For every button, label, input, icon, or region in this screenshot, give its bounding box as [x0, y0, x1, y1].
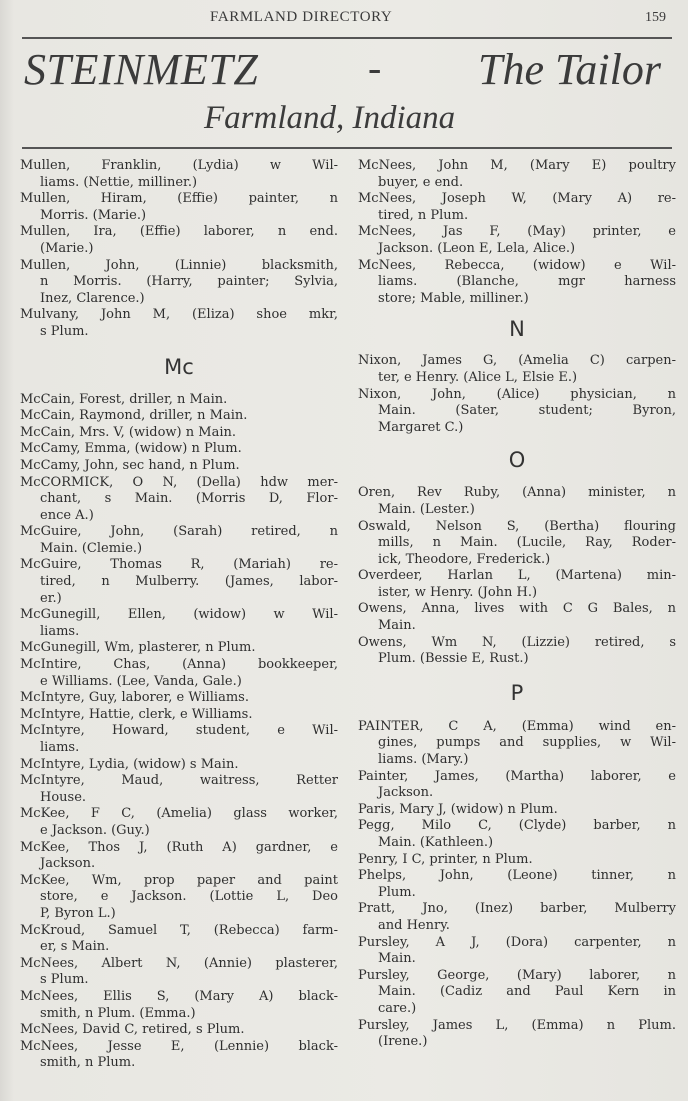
directory-entry: [358, 224, 676, 257]
entry-line: McGunegill, Ellen, (widow) w Wil-: [20, 607, 338, 623]
directory-entry: [358, 568, 676, 601]
directory-entry: [20, 307, 338, 340]
entry-line: McIntyre, Howard, student, e Wil-: [20, 723, 338, 739]
entry-line: mills, n Main. (Lucile, Ray, Roder-: [378, 535, 676, 551]
entry-line: gines, pumps and supplies, w Wil-: [378, 735, 676, 751]
directory-entry: [20, 258, 338, 308]
entry-line: ister, w Henry. (John H.): [378, 584, 538, 600]
entry-line: McIntyre, Lydia, (widow) s Main.: [20, 756, 239, 772]
directory-entry: [20, 640, 338, 657]
directory-entry: [20, 757, 338, 774]
entry-line: McIntyre, Guy, laborer, e Williams.: [20, 690, 249, 706]
entry-line: McKee, F C, (Amelia) glass worker,: [20, 806, 338, 822]
directory-entry: [20, 392, 338, 409]
directory-entry: [358, 818, 676, 851]
entry-line: liams. (Nettie, milliner.): [40, 174, 198, 190]
entry-line: and Henry.: [378, 917, 450, 933]
entry-line: ence A.): [40, 507, 94, 523]
entry-line: Jackson.: [378, 785, 434, 801]
entry-line: McCamy, Emma, (widow) n Plum.: [20, 441, 242, 457]
directory-entry: [358, 802, 676, 819]
entry-line: s Plum.: [40, 972, 89, 988]
entry-line: liams. (Mary.): [378, 752, 469, 768]
directory-entry: [20, 224, 338, 257]
entry-line: store; Mable, milliner.): [378, 290, 529, 306]
directory-entry: [20, 657, 338, 690]
entry-line: Plum. (Bessie E, Rust.): [378, 651, 529, 667]
entry-line: Nixon, James G, (Amelia C) carpen-: [358, 353, 676, 369]
right-column: [358, 158, 676, 1051]
directory-entry: [20, 408, 338, 425]
entry-line: n Morris. (Harry, painter; Sylvia,: [40, 274, 338, 290]
entry-line: smith, n Plum. (Emma.): [40, 1005, 196, 1021]
entries-o: [358, 485, 676, 668]
entry-line: tired, n Plum.: [378, 207, 469, 223]
directory-entry: [358, 485, 676, 518]
entry-line: store, e Jackson. (Lottie L, Deo: [40, 889, 338, 905]
entries-mcnees: [358, 158, 676, 307]
directory-entry: [358, 387, 676, 437]
directory-entry: [20, 690, 338, 707]
directory-entry: [20, 1022, 338, 1039]
entry-line: McGuire, Thomas R, (Mariah) re-: [20, 557, 338, 573]
directory-entry: [358, 935, 676, 968]
entry-line: liams.: [40, 740, 80, 755]
entry-line: Owens, Anna, lives with C G Bales, n: [358, 601, 676, 617]
entry-line: Mulvany, John M, (Eliza) shoe mkr,: [20, 307, 338, 323]
entry-line: House.: [40, 789, 87, 805]
entry-line: Mullen, Hiram, (Effie) painter, n: [20, 191, 338, 207]
entry-line: P, Byron L.): [40, 905, 116, 921]
entry-line: Main.: [378, 951, 416, 967]
directory-entry: [20, 840, 338, 873]
directory-entry: [358, 769, 676, 802]
entry-line: buyer, e end.: [378, 174, 464, 190]
directory-entry: [20, 873, 338, 923]
entry-line: McNees, Joseph W, (Mary A) re-: [358, 191, 676, 207]
directory-entry: [20, 707, 338, 724]
entry-line: Main.: [378, 618, 416, 634]
directory-entry: [358, 635, 676, 668]
directory-entry: [20, 1039, 338, 1072]
entry-line: Morris. (Marie.): [40, 207, 147, 223]
directory-entry: [20, 723, 338, 756]
entry-line: Main. (Lester.): [378, 501, 475, 517]
section-heading-n: N: [509, 317, 525, 342]
entry-line: Main. (Sater, student; Byron,: [378, 403, 676, 419]
entry-line: s Plum.: [40, 323, 89, 339]
entries-n: [358, 353, 676, 436]
directory-entry: [20, 557, 338, 607]
entries-p: [358, 719, 676, 1051]
section-heading-o: O: [508, 448, 526, 473]
entry-line: ick, Theodore, Frederick.): [378, 551, 551, 567]
entry-line: McCamy, John, sec hand, n Plum.: [20, 457, 240, 473]
entry-line: Margaret C.): [378, 419, 464, 435]
running-head: [0, 9, 688, 29]
entry-line: ter, e Henry. (Alice L, Elsie E.): [378, 369, 578, 385]
entry-line: McNees, Jesse E, (Lennie) black-: [20, 1038, 338, 1054]
entry-line: Mullen, Ira, (Effie) laborer, n end.: [20, 224, 338, 240]
entry-line: Oren, Rev Ruby, (Anna) minister, n: [358, 485, 676, 501]
directory-entry: [358, 868, 676, 901]
section-heading-p: P: [510, 680, 524, 705]
directory-entry: [20, 773, 338, 806]
entry-line: PAINTER, C A, (Emma) wind en-: [358, 718, 676, 734]
directory-entry: [358, 258, 676, 308]
entry-line: Main. (Cadiz and Paul Kern in: [378, 984, 676, 1000]
left-column: [20, 158, 338, 1072]
entry-line: er, s Main.: [40, 939, 110, 955]
entry-line: McNees, John M, (Mary E) poultry: [358, 158, 676, 173]
entry-line: McCain, Mrs. V, (widow) n Main.: [20, 424, 236, 440]
directory-entry: [358, 353, 676, 386]
entry-line: Pratt, Jno, (Inez) barber, Mulberry: [358, 901, 676, 917]
entry-line: liams.: [40, 623, 80, 639]
section-heading-mc: Mc: [164, 354, 194, 379]
directory-entry: [20, 989, 338, 1022]
running-title: FARMLAND DIRECTORY: [210, 9, 393, 25]
page-number: 159: [645, 10, 666, 25]
entry-line: Oswald, Nelson S, (Bertha) flouring: [358, 518, 676, 534]
directory-entry: [20, 607, 338, 640]
directory-entry: [358, 852, 676, 869]
entry-line: Mullen, John, (Linnie) blacksmith,: [20, 257, 338, 273]
entry-line: Inez, Clarence.): [40, 290, 145, 306]
ad-location: Farmland, Indiana: [204, 100, 456, 136]
entry-line: Nixon, John, (Alice) physician, n: [358, 386, 676, 402]
entry-line: er.): [40, 590, 62, 606]
entry-line: Main. (Clemie.): [40, 540, 143, 556]
entry-line: Paris, Mary J, (widow) n Plum.: [358, 801, 558, 817]
entry-line: McCain, Raymond, driller, n Main.: [20, 408, 248, 424]
entry-line: Phelps, John, (Leone) tinner, n: [358, 868, 676, 884]
entry-line: Pursley, A J, (Dora) carpenter, n: [358, 934, 676, 950]
directory-entry: [20, 806, 338, 839]
entry-line: Painter, James, (Martha) laborer, e: [358, 768, 676, 784]
directory-entry: [358, 968, 676, 1018]
entry-line: McCain, Forest, driller, n Main.: [20, 391, 228, 407]
entry-line: McNees, Albert N, (Annie) plasterer,: [20, 955, 338, 971]
entry-line: McIntyre, Hattie, clerk, e Williams.: [20, 706, 253, 722]
bottom-rule: [22, 147, 672, 149]
top-rule: [22, 37, 672, 39]
entry-line: McKee, Wm, prop paper and paint: [20, 872, 338, 888]
directory-entry: [358, 719, 676, 769]
entry-line: McNees, Ellis S, (Mary A) black-: [20, 988, 338, 1004]
entry-line: Plum.: [378, 884, 416, 900]
entry-line: McNees, Jas F, (May) printer, e: [358, 224, 676, 240]
entry-line: McKroud, Samuel T, (Rebecca) farm-: [20, 922, 338, 938]
directory-entry: [20, 475, 338, 525]
ad-dash: -: [368, 45, 382, 90]
entry-line: (Marie.): [40, 240, 94, 256]
entry-line: chant, s Main. (Morris D, Flor-: [40, 491, 338, 507]
directory-entry: [358, 601, 676, 634]
entry-line: Jackson.: [40, 856, 96, 872]
entry-line: Owens, Wm N, (Lizzie) retired, s: [358, 634, 676, 650]
directory-entry: [358, 519, 676, 569]
entries-mc: [20, 392, 338, 1072]
directory-entry: [20, 441, 338, 458]
entry-line: care.): [378, 1000, 417, 1016]
entry-line: Penry, I C, printer, n Plum.: [358, 851, 533, 867]
entry-line: McKee, Thos J, (Ruth A) gardner, e: [20, 839, 338, 855]
entry-line: Main. (Kathleen.): [378, 835, 494, 850]
directory-entry: [358, 1018, 676, 1051]
entry-line: McIntire, Chas, (Anna) bookkeeper,: [20, 657, 338, 673]
entry-line: Overdeer, Harlan L, (Martena) min-: [358, 568, 676, 584]
entry-line: McCORMICK, O N, (Della) hdw mer-: [20, 474, 338, 490]
entry-line: Pursley, George, (Mary) laborer, n: [358, 967, 676, 983]
entry-line: McGuire, John, (Sarah) retired, n: [20, 524, 338, 540]
entry-line: smith, n Plum.: [40, 1055, 136, 1071]
directory-entry: [20, 956, 338, 989]
entry-line: McGunegill, Wm, plasterer, n Plum.: [20, 640, 256, 656]
entries-mullen: [20, 158, 338, 341]
entry-line: Pegg, Milo C, (Clyde) barber, n: [358, 818, 676, 834]
directory-entry: [20, 923, 338, 956]
entry-line: McNees, David C, retired, s Plum.: [20, 1022, 245, 1038]
entry-line: liams. (Blanche, mgr harness: [378, 274, 676, 290]
entry-line: e Williams. (Lee, Vanda, Gale.): [40, 673, 242, 689]
directory-entry: [20, 425, 338, 442]
entry-line: McNees, Rebecca, (widow) e Wil-: [358, 257, 676, 273]
directory-entry: [358, 191, 676, 224]
directory-entry: [358, 158, 676, 191]
entry-line: Jackson. (Leon E, Lela, Alice.): [378, 240, 576, 256]
directory-entry: [20, 191, 338, 224]
entry-line: Mullen, Franklin, (Lydia) w Wil-: [20, 158, 338, 173]
entry-line: e Jackson. (Guy.): [40, 822, 150, 838]
entry-line: McIntyre, Maud, waitress, Retter: [20, 773, 338, 789]
directory-entry: [20, 524, 338, 557]
ad-business-name: STEINMETZ: [24, 45, 259, 94]
directory-entry: [358, 901, 676, 934]
entry-line: tired, n Mulberry. (James, labor-: [40, 574, 338, 590]
entry-line: (Irene.): [378, 1034, 428, 1050]
ad-trade: The Tailor: [478, 45, 662, 94]
entry-line: Pursley, James L, (Emma) n Plum.: [358, 1017, 676, 1033]
directory-entry: [20, 158, 338, 191]
directory-entry: [20, 458, 338, 475]
